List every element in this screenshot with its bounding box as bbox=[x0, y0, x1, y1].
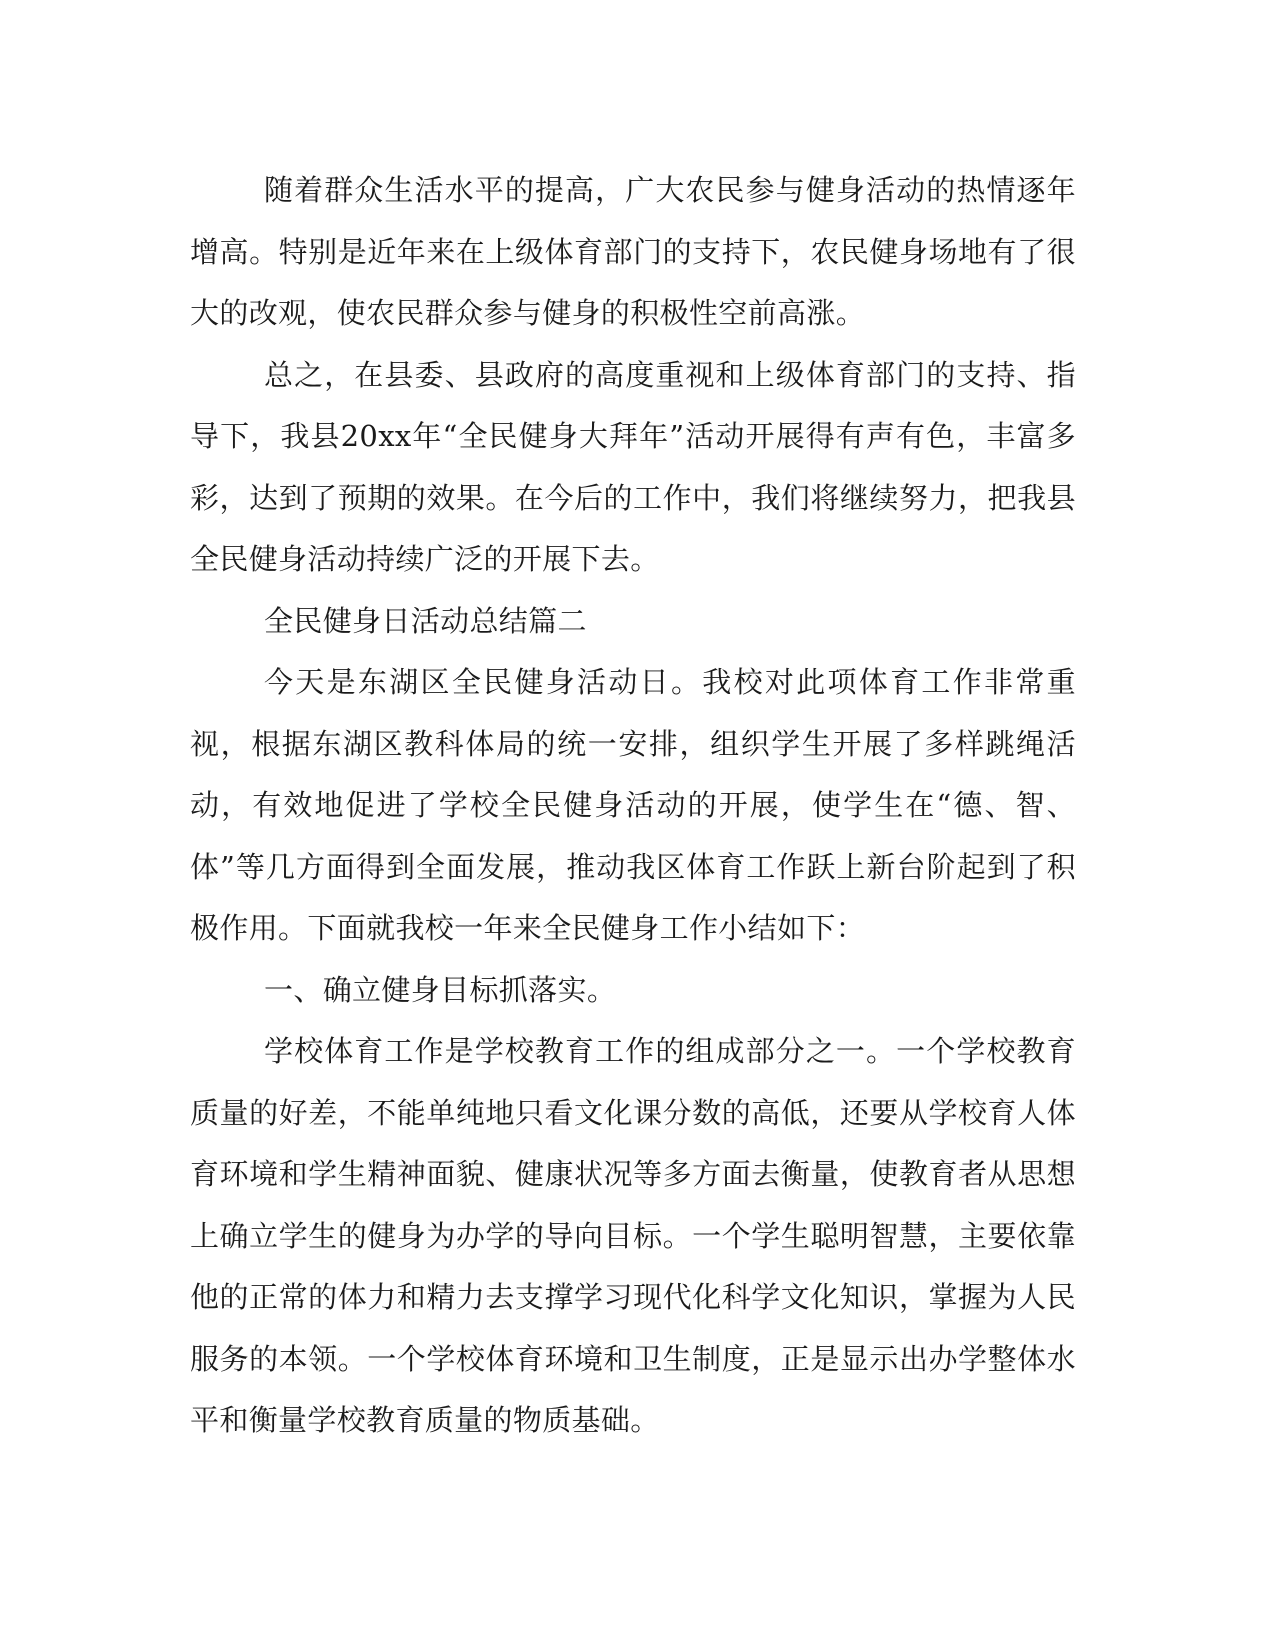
section-heading: 全民健身日活动总结篇二 bbox=[264, 603, 587, 638]
paragraph-3: 今天是东湖区全民健身活动日。我校对此项体育工作非常重视，根据东湖区教科体局的统一安排，组织学生开展了多样跳绳活动，有效地促进了学校全民健身活动的开展，使学生在“德、智、体”等几方面得到全面发展，推动我区体育工作跃上新台阶起到了积极作用。下面就我校一年来全民健身工作小结如下： bbox=[190, 665, 1076, 945]
paragraph-4: 学校体育工作是学校教育工作的组成部分之一。一个学校教育质量的好差，不能单纯地只看文化课分数的高低，还要从学校育人体育环境和学生精神面貌、健康状况等多方面去衡量，使教育者从思想上确立学生的健身为办学的导向目标。一个学生聪明智慧，主要依靠他的正常的体力和精力去支撑学习现代化科学文化知识，掌握为人民服务的本领。一个学校体育环境和卫生制度，正是显示出办学整体水平和衡量学校教育质量的物质基础。 bbox=[190, 1034, 1076, 1437]
document-body bbox=[190, 160, 1076, 1452]
paragraph-1: 随着群众生活水平的提高，广大农民参与健身活动的热情逐年增高。特别是近年来在上级体育部门的支持下，农民健身场地有了很大的改观，使农民群众参与健身的积极性空前高涨。 bbox=[190, 173, 1076, 330]
subheading: 一、确立健身目标抓落实。 bbox=[264, 972, 617, 1007]
paragraph-2: 总之，在县委、县政府的高度重视和上级体育部门的支持、指导下，我县20xx年“全民健身大拜年”活动开展得有声有色，丰富多彩，达到了预期的效果。在今后的工作中，我们将继续努力，把我县全民健身活动持续广泛的开展下去。 bbox=[190, 357, 1076, 576]
